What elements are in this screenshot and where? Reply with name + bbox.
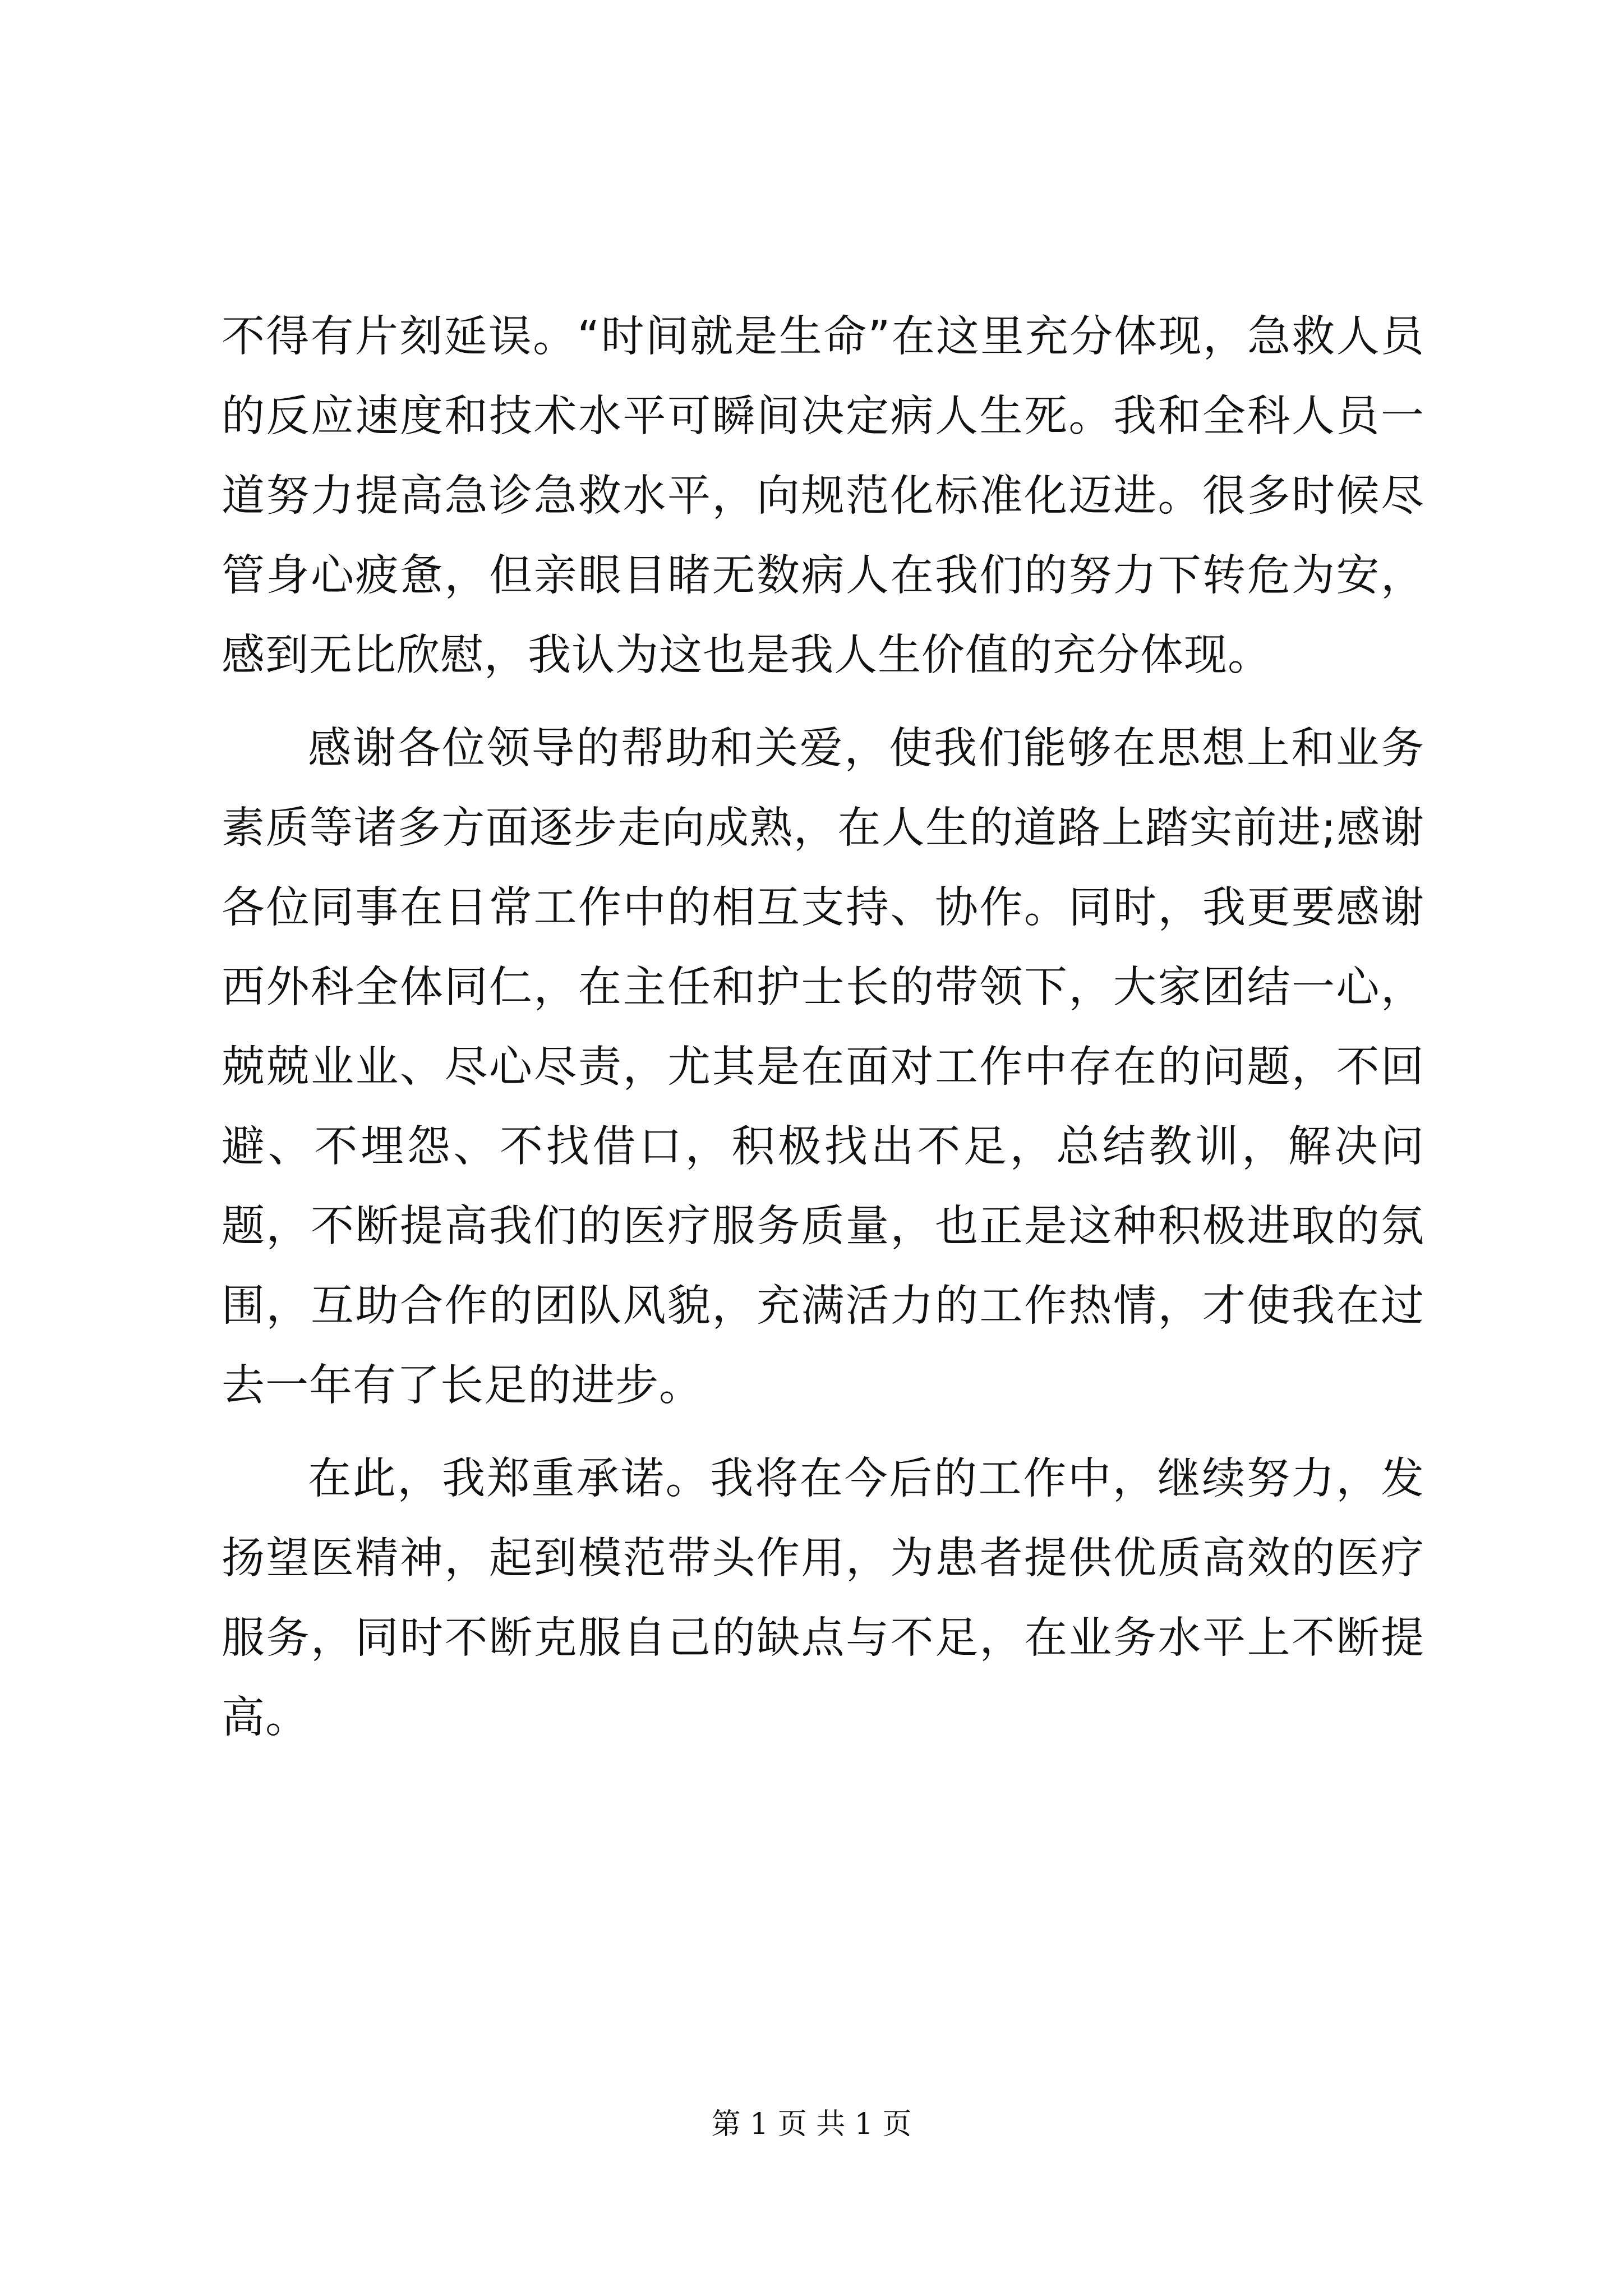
document-body (222, 297, 1424, 1758)
paragraph-1: 不得有片刻延误。“时间就是生命”在这里充分体现，急救人员的反应速度和技术水平可瞬间决定病人生死。我和全科人员一道努力提高急诊急救水平，向规范化标准化迈进。很多时候尽管身心疲惫，但亲眼目睹无数病人在我们的努力下转危为安，感到无比欣慰，我认为这也是我人生价值的充分体现。 (222, 312, 1424, 680)
paragraph-2: 感谢各位领导的帮助和关爱，使我们能够在思想上和业务素质等诸多方面逐步走向成熟，在人生的道路上踏实前进;感谢各位同事在日常工作中的相互支持、协作。同时，我更要感谢西外科全体同仁，在主任和护士长的带领下，大家团结一心，兢兢业业、尽心尽责，尤其是在面对工作中存在的问题，不回避、不埋怨、不找借口，积极找出不足，总结教训，解决问题，不断提高我们的医疗服务质量，也正是这种积极进取的氛围，互助合作的团队风貌，充满活力的工作热情，才使我在过去一年有了长足的进步。 (222, 724, 1424, 1411)
paragraph-3: 在此，我郑重承诺。我将在今后的工作中，继续努力，发扬望医精神，起到模范带头作用，为患者提供优质高效的医疗服务，同时不断克服自己的缺点与不足，在业务水平上不断提高。 (222, 1454, 1424, 1743)
page-footer: 第 1 页 共 1 页 (711, 2108, 912, 2141)
